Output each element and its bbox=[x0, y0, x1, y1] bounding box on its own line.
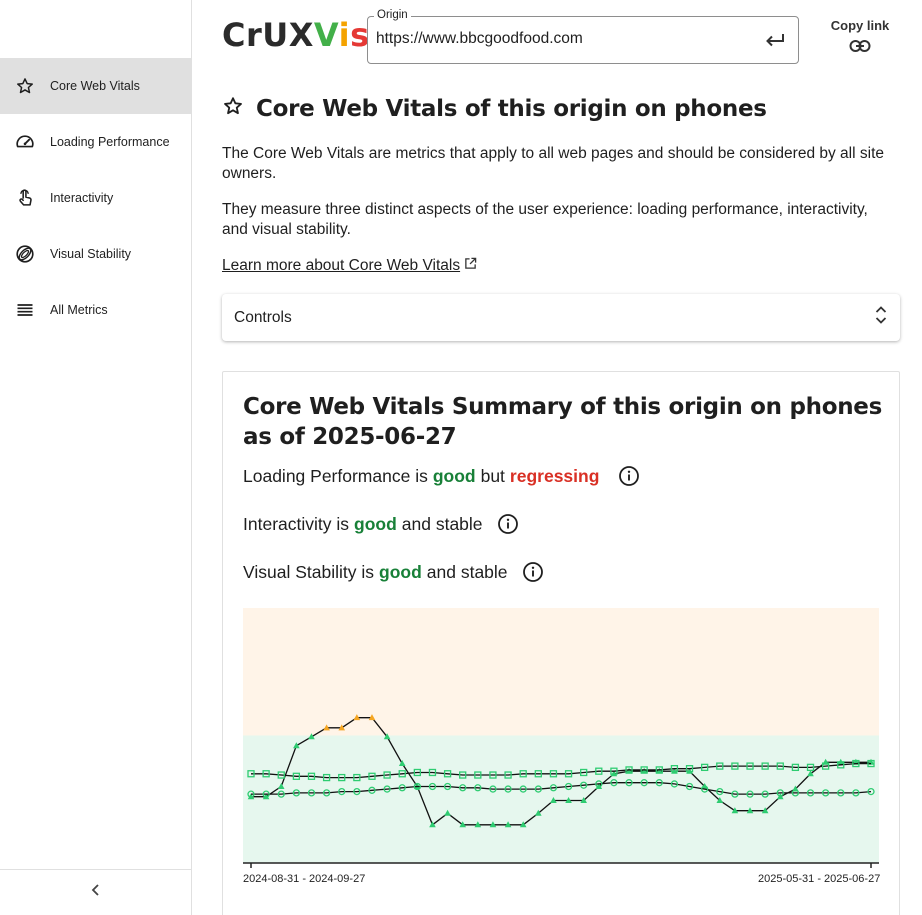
submit-origin-button[interactable] bbox=[762, 28, 788, 52]
status-prefix: Visual Stability is bbox=[243, 561, 374, 582]
chevron-left-icon bbox=[90, 883, 102, 902]
cwv-trend-chart bbox=[243, 608, 879, 868]
sidebar-item-core-web-vitals[interactable] bbox=[0, 58, 191, 114]
status-good: good bbox=[379, 561, 422, 582]
rings-icon bbox=[14, 243, 36, 265]
collapse-sidebar-button[interactable] bbox=[0, 869, 191, 915]
expand-icon bbox=[874, 304, 888, 331]
learn-more-link[interactable] bbox=[222, 257, 477, 275]
copy-link-label: Copy link bbox=[830, 18, 890, 33]
touch-icon bbox=[14, 187, 36, 209]
external-link-icon bbox=[464, 257, 477, 270]
origin-label: Origin bbox=[374, 9, 411, 21]
logo-letter-s: s bbox=[350, 16, 370, 54]
page-title-text: Core Web Vitals of this origin on phones bbox=[256, 95, 767, 122]
copy-link-button[interactable] bbox=[826, 18, 894, 53]
speedometer-icon bbox=[14, 131, 36, 153]
sidebar-item-visual-stability[interactable] bbox=[0, 226, 191, 282]
sidebar-item-label: Loading Performance bbox=[50, 135, 170, 149]
enter-icon bbox=[764, 31, 786, 49]
status-prefix: Loading Performance is bbox=[243, 465, 428, 486]
sidebar-item-label: Interactivity bbox=[50, 191, 114, 205]
sidebar-item-loading-performance[interactable] bbox=[0, 114, 191, 170]
status-regressing: regressing bbox=[509, 465, 600, 486]
zone-needs-improvement bbox=[243, 608, 879, 736]
summary-title: Core Web Vitals Summary of this origin on phones as of 2025-06-27 bbox=[243, 394, 882, 450]
sidebar-item-all-metrics[interactable] bbox=[0, 282, 191, 338]
app-logo bbox=[222, 16, 370, 54]
status-suffix: and stable bbox=[401, 513, 483, 534]
status-good: good bbox=[432, 465, 476, 486]
page-title bbox=[222, 95, 767, 122]
status-good: good bbox=[354, 513, 397, 534]
sidebar bbox=[0, 0, 192, 915]
sidebar-item-label: All Metrics bbox=[50, 303, 108, 317]
interactivity-status bbox=[243, 513, 519, 535]
sidebar-item-label: Core Web Vitals bbox=[50, 79, 140, 93]
info-icon[interactable] bbox=[497, 513, 519, 535]
star-icon bbox=[14, 75, 36, 97]
x-axis-start-label: 2024-08-31 - 2024-09-27 bbox=[243, 873, 366, 885]
status-prefix: Interactivity is bbox=[243, 513, 349, 534]
star-icon bbox=[222, 95, 244, 122]
zone-good bbox=[243, 736, 879, 864]
logo-letter-i: i bbox=[338, 16, 351, 54]
intro-paragraph: The Core Web Vitals are metrics that apply to all web pages and should be considered by all site owners. bbox=[222, 145, 884, 182]
logo-letter-v: V bbox=[313, 16, 339, 54]
x-axis-end-label: 2025-05-31 - 2025-06-27 bbox=[758, 873, 881, 885]
info-icon[interactable] bbox=[522, 561, 544, 583]
visual-stability-status bbox=[243, 561, 544, 583]
logo-text: CrUX bbox=[222, 16, 314, 54]
sidebar-item-interactivity[interactable] bbox=[0, 170, 191, 226]
controls-label: Controls bbox=[234, 308, 292, 326]
origin-field bbox=[367, 9, 799, 64]
sidebar-item-label: Visual Stability bbox=[50, 247, 132, 261]
origin-input[interactable] bbox=[376, 30, 746, 48]
aspects-paragraph: They measure three distinct aspects of the user experience: loading performance, interactivity, and visual stability. bbox=[222, 201, 868, 238]
controls-expander[interactable] bbox=[222, 294, 900, 341]
status-suffix: and stable bbox=[426, 561, 508, 582]
status-conj: but bbox=[480, 465, 505, 486]
link-icon bbox=[849, 39, 871, 53]
learn-more-label: Learn more about Core Web Vitals bbox=[222, 257, 461, 274]
info-icon[interactable] bbox=[618, 465, 640, 487]
list-icon bbox=[14, 299, 36, 321]
loading-status bbox=[243, 465, 640, 487]
